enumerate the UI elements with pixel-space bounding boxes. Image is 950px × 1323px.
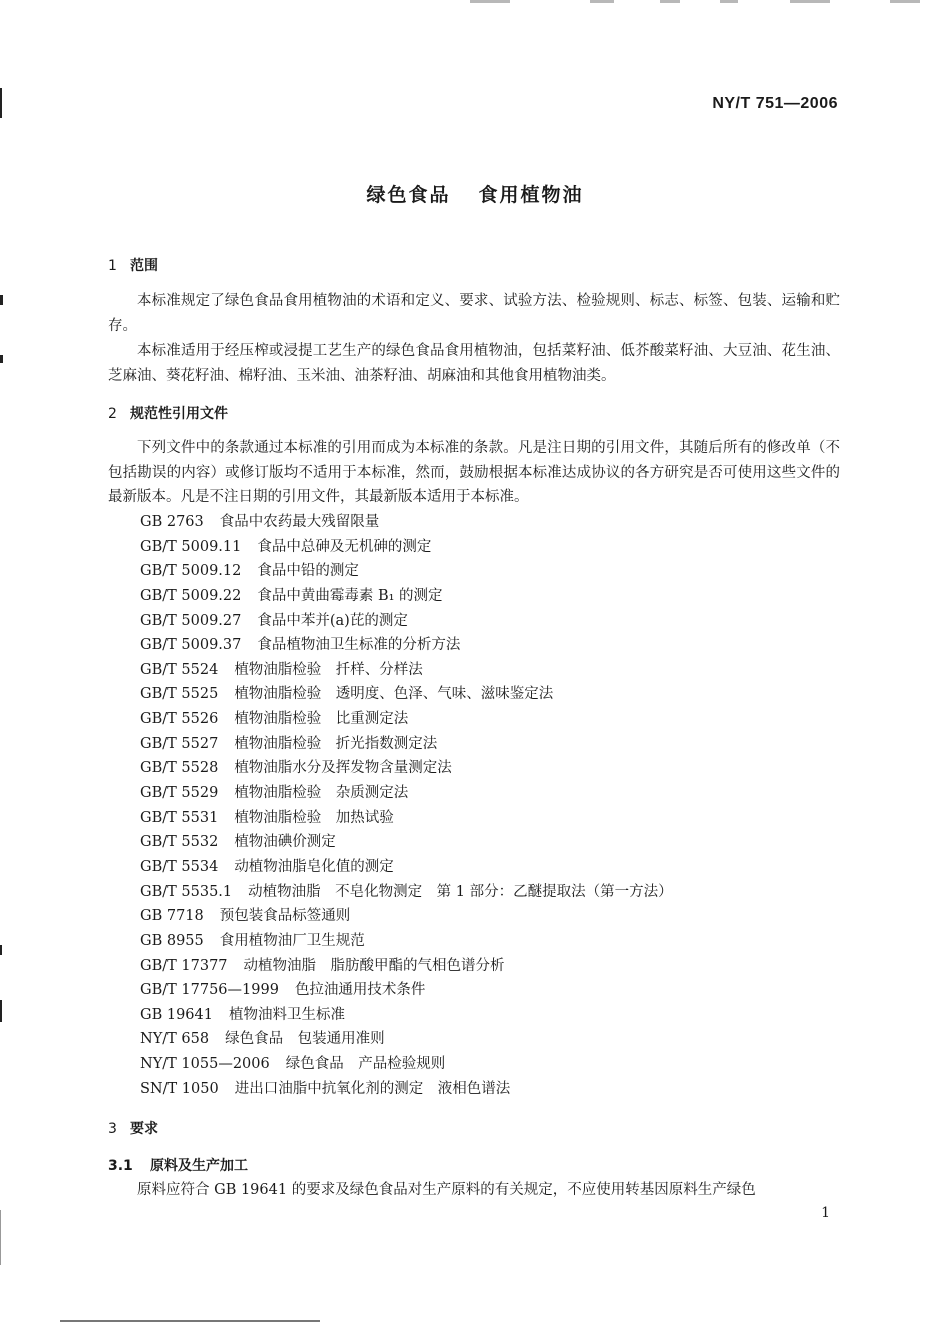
section-number: 2 xyxy=(108,406,117,422)
reference-item xyxy=(140,559,673,584)
page-number: 1 xyxy=(821,1205,830,1221)
reference-item xyxy=(140,609,673,634)
section-2-heading xyxy=(108,403,228,423)
reference-code: GB/T 5009.11 xyxy=(140,538,242,555)
scan-artifact xyxy=(60,1320,320,1322)
section-3-heading xyxy=(108,1118,158,1138)
scan-artifact xyxy=(0,355,3,363)
reference-title: 植物油脂检验 杂质测定法 xyxy=(234,785,409,802)
reference-code: GB/T 5525 xyxy=(140,686,219,703)
scan-artifact xyxy=(0,88,2,118)
section-title: 范围 xyxy=(130,258,158,274)
scan-artifact xyxy=(0,295,3,305)
reference-title: 进出口油脂中抗氧化剂的测定 液相色谱法 xyxy=(234,1080,511,1097)
scan-artifact xyxy=(0,1000,2,1022)
title-part-1: 绿色食品 xyxy=(366,184,451,206)
reference-item xyxy=(140,806,673,831)
normative-references-list xyxy=(140,510,673,1101)
reference-item xyxy=(140,929,673,954)
reference-code: GB/T 5526 xyxy=(140,711,219,728)
reference-code: GB 2763 xyxy=(140,514,204,530)
reference-item xyxy=(140,954,673,979)
reference-item xyxy=(140,1052,673,1077)
reference-title: 植物油碘价测定 xyxy=(234,834,336,851)
reference-item xyxy=(140,781,673,806)
section-2-paragraph-1: 下列文件中的条款通过本标准的引用而成为本标准的条款。凡是注日期的引用文件，其随后所有的修改单（不包括勘误的内容）或修订版均不适用于本标准，然而，鼓励根据本标准达成协议的各方研究是否可使用这些文件的最新版本。凡是不注日期的引用文件，其最新版本适用于本标准。 xyxy=(108,440,840,505)
reference-code: GB/T 5534 xyxy=(140,858,219,875)
reference-item xyxy=(140,1003,673,1028)
reference-code: GB/T 5532 xyxy=(140,834,219,851)
scan-artifact xyxy=(0,1210,1,1265)
reference-code: GB/T 5527 xyxy=(140,735,219,752)
reference-item xyxy=(140,978,673,1003)
reference-item xyxy=(140,756,673,781)
reference-title: 植物油料卫生标准 xyxy=(228,1006,345,1023)
reference-title: 色拉油通用技术条件 xyxy=(294,982,426,999)
reference-item xyxy=(140,830,673,855)
section-number: 3.1 xyxy=(108,1158,133,1174)
reference-item xyxy=(140,584,673,609)
scan-artifact xyxy=(890,0,920,3)
section-title: 规范性引用文件 xyxy=(130,406,228,422)
reference-code: GB/T 5528 xyxy=(140,760,219,777)
reference-title: 绿色食品 产品检验规则 xyxy=(285,1056,446,1073)
reference-item xyxy=(140,633,673,658)
reference-title: 植物油脂水分及挥发物含量测定法 xyxy=(234,760,452,777)
reference-item xyxy=(140,510,673,535)
section-number: 1 xyxy=(108,258,117,274)
reference-title: 食品中苯并(a)芘的测定 xyxy=(257,612,408,629)
section-1-paragraph-1: 本标准规定了绿色食品食用植物油的术语和定义、要求、试验方法、检验规则、标志、标签、包装、运输和贮存。 xyxy=(108,293,840,334)
reference-title: 食品中总砷及无机砷的测定 xyxy=(257,538,432,555)
reference-code: GB/T 5524 xyxy=(140,661,219,678)
reference-item xyxy=(140,880,673,905)
reference-item xyxy=(140,855,673,880)
reference-item xyxy=(140,682,673,707)
reference-code: GB/T 5535.1 xyxy=(140,883,233,900)
reference-code: GB/T 5529 xyxy=(140,785,219,802)
reference-code: NY/T 658 xyxy=(140,1031,210,1048)
scan-artifact xyxy=(790,0,830,3)
reference-title: 食品中铅的测定 xyxy=(257,563,359,580)
scan-artifact xyxy=(590,0,614,3)
reference-item xyxy=(140,535,673,560)
reference-code: GB/T 17377 xyxy=(140,957,228,974)
reference-code: GB 8955 xyxy=(140,932,204,949)
reference-code: GB/T 5531 xyxy=(140,809,219,826)
reference-code: GB/T 17756—1999 xyxy=(140,982,279,999)
reference-title: 食用植物油厂卫生规范 xyxy=(219,932,365,949)
section-number: 3 xyxy=(108,1121,117,1137)
reference-item xyxy=(140,904,673,929)
reference-title: 植物油脂检验 加热试验 xyxy=(234,809,394,826)
reference-title: 食品中农药最大残留限量 xyxy=(219,514,380,530)
scan-artifact xyxy=(0,945,2,955)
section-title: 要求 xyxy=(130,1121,158,1137)
reference-code: GB/T 5009.37 xyxy=(140,637,242,654)
scan-artifact xyxy=(720,0,738,3)
reference-title: 食品植物油卫生标准的分析方法 xyxy=(257,637,461,654)
section-1-paragraph-2: 本标准适用于经压榨或浸提工艺生产的绿色食品食用植物油，包括菜籽油、低芥酸菜籽油、大豆油、花生油、芝麻油、葵花籽油、棉籽油、玉米油、油茶籽油、胡麻油和其他食用植物油类。 xyxy=(108,343,840,384)
reference-code: GB 7718 xyxy=(140,908,204,925)
document-code: NY/T 751—2006 xyxy=(712,95,838,112)
reference-title: 植物油脂检验 扦样、分样法 xyxy=(234,661,423,678)
reference-item xyxy=(140,658,673,683)
reference-code: NY/T 1055—2006 xyxy=(140,1056,270,1073)
reference-title: 动植物油脂 不皂化物测定 第 1 部分：乙醚提取法（第一方法） xyxy=(248,883,673,900)
reference-item xyxy=(140,1027,673,1052)
reference-title: 食品中黄曲霉毒素 B₁ 的测定 xyxy=(257,587,443,604)
reference-item xyxy=(140,1077,673,1102)
reference-title: 植物油脂检验 比重测定法 xyxy=(234,711,409,728)
title-part-2: 食用植物油 xyxy=(478,184,584,206)
reference-code: GB 19641 xyxy=(140,1006,213,1023)
reference-code: SN/T 1050 xyxy=(140,1080,219,1097)
section-3-1-heading xyxy=(108,1155,248,1175)
reference-item xyxy=(140,707,673,732)
section-title: 原料及生产加工 xyxy=(150,1158,248,1174)
scan-artifact xyxy=(660,0,680,3)
reference-code: GB/T 5009.22 xyxy=(140,587,242,604)
reference-code: GB/T 5009.27 xyxy=(140,612,242,629)
reference-title: 绿色食品 包装通用准则 xyxy=(225,1031,385,1048)
reference-title: 动植物油脂 脂肪酸甲酯的气相色谱分析 xyxy=(243,957,505,974)
reference-code: GB/T 5009.12 xyxy=(140,563,242,580)
section-3-1-paragraph-1: 原料应符合 GB 19641 的要求及绿色食品对生产原料的有关规定，不应使用转基因原料生产绿色 xyxy=(137,1182,756,1198)
reference-title: 植物油脂检验 透明度、色泽、气味、滋味鉴定法 xyxy=(234,686,554,703)
reference-item xyxy=(140,732,673,757)
reference-title: 预包装食品标签通则 xyxy=(219,908,351,925)
section-1-heading xyxy=(108,255,158,275)
document-title xyxy=(0,180,950,207)
reference-title: 植物油脂检验 折光指数测定法 xyxy=(234,735,438,752)
reference-title: 动植物油脂皂化值的测定 xyxy=(234,858,394,875)
scan-artifact xyxy=(470,0,510,3)
